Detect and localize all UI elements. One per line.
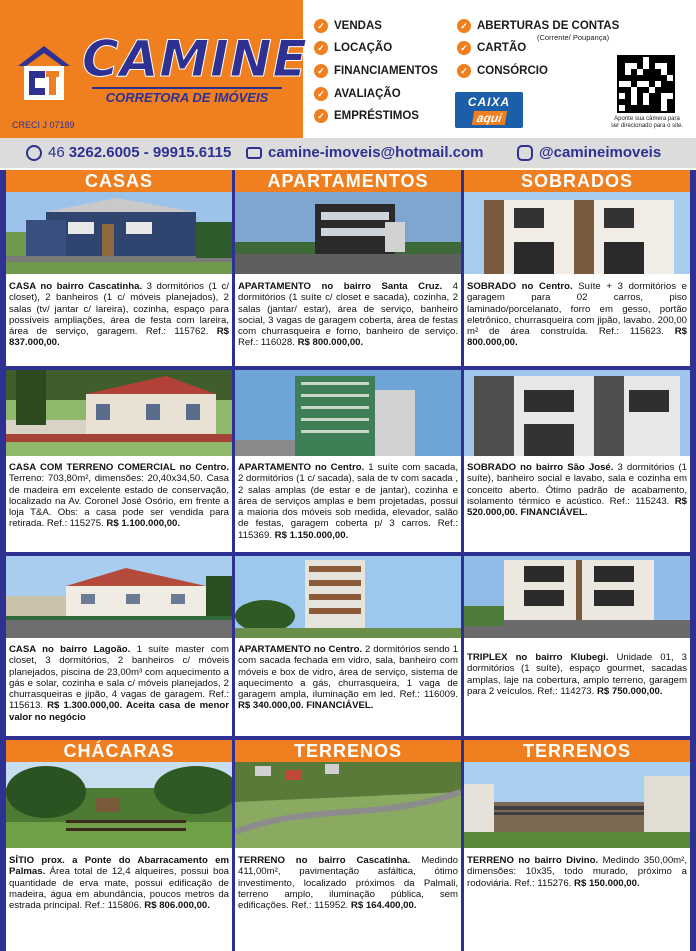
service-item: ✓ EMPRÉSTIMOS — [314, 109, 419, 123]
listing-card[interactable] — [235, 556, 461, 736]
caixa-aqui-logo: CAIXA aqui — [455, 92, 523, 128]
header — [0, 0, 696, 138]
check-icon: ✓ — [457, 64, 471, 78]
listing-text: CASA no bairro Cascatinha. 3 dormitórios (1 c/ closet), 2 banheiros (1 c/ móveis planejados), 2 salas (tv/ jantar c/ lareira), cozinha, espaço para possíveis ampliações, área de festa com lareira, área de serviço, garagem. Ref.: 115762. R$ 837.000,00. — [9, 281, 229, 349]
email-contact[interactable]: camine-imoveis@hotmail.com — [246, 144, 484, 161]
listing-text: CASA no bairro Lagoão. 1 suíte master com closet, 3 dormitórios, 2 banheiros c/ móveis planejados, piscina de 23,00m³ com aquecimento a gás e solar, cozinha e sala c/ móveis planejados, 2 churrasqueiras e jipão, 4 vagas de garagem. Ref.: 115613. R$ 1.300.000,00. Aceita casa de menor valor no negócio — [9, 644, 229, 723]
apartment-photo — [235, 556, 461, 638]
service-item: ✓ LOCAÇÃO — [314, 41, 392, 55]
listing-text: SOBRADO no bairro São José. 3 dormitórios (1 suíte), banheiro social e lavabo, sala e cozinha em conceito aberto. Ótimo padrão de acabamento, isolamento térmico e acústico. Ref.: 115243. R$ 520.000,00. FINANCIÁVEL. — [467, 462, 687, 519]
listing-card[interactable] — [235, 370, 461, 552]
listing-card[interactable] — [6, 370, 232, 552]
listing-card[interactable] — [6, 556, 232, 736]
house-photo — [6, 556, 232, 638]
house-photo — [6, 192, 232, 274]
section-heading: CHÁCARAS — [6, 740, 232, 762]
qr-code[interactable] — [617, 55, 675, 113]
check-icon: ✓ — [314, 19, 328, 33]
column-townhouses — [464, 170, 690, 951]
check-icon: ✓ — [457, 19, 471, 33]
service-item: ✓ CARTÃO — [457, 41, 526, 55]
whatsapp-icon — [26, 145, 42, 161]
brand-name: CAMINE — [82, 30, 308, 88]
house-photo — [6, 370, 232, 456]
listings-grid — [0, 170, 696, 951]
listing-card[interactable] — [464, 370, 690, 552]
listing-card[interactable] — [235, 192, 461, 366]
land-photo — [235, 762, 461, 848]
brand-panel — [0, 0, 308, 138]
service-item: ✓ ABERTURAS DE CONTAS — [457, 19, 619, 33]
section-heading: TERRENOS — [235, 740, 461, 762]
section-heading: CASAS — [6, 170, 232, 192]
listing-text: TERRENO no bairro Divino. Medindo 350,00m², dimensões: 10x35, todo murado, próximo a rodoviária. Ref.: 115276. R$ 150.000,00. — [467, 855, 688, 889]
townhouse-photo — [464, 192, 690, 274]
brand-subtitle: CORRETORA DE IMÓVEIS — [92, 87, 282, 105]
contact-bar — [0, 138, 696, 168]
listing-card[interactable] — [235, 762, 461, 951]
mail-icon — [246, 147, 262, 159]
service-item: ✓ AVALIAÇÃO — [314, 87, 401, 101]
creci-number: CRECI J 07189 — [12, 120, 75, 130]
accounts-note: (Corrente/ Poupança) — [537, 33, 610, 42]
listing-text: SÍTIO prox. a Ponte do Abarracamento em Palmas. Área total de 12,4 alqueires, possui boa quantidade de erva mate, possui edificação de madeira, água em abundância, poucos metros da estrada principal. Ref.: 115806. R$ 806.000,00. — [9, 855, 229, 912]
apartment-photo — [235, 192, 461, 274]
listing-text: APARTAMENTO no Centro. 1 suíte com sacada, 2 dormitórios (1 c/ sacada), sala de tv com sacada , 2 salas amplas (de estar e de jantar), cozinha e área de serviços amplas e bem projetadas, possui a maioria dos móveis sob medida, elevador, salão de festas, garagem coberta p/ 3 carros. Ref.: 115369. R$ 1.150.000,00. — [238, 462, 458, 541]
phone-contact[interactable]: 46 3262.6005 - 99915.6115 — [26, 144, 231, 161]
townhouse-photo — [464, 556, 690, 638]
service-item: ✓ CONSÓRCIO — [457, 64, 548, 78]
listing-card[interactable] — [6, 192, 232, 366]
check-icon: ✓ — [314, 64, 328, 78]
qr-caption: Aponte sua câmera para ser direcionado para o site. — [610, 116, 684, 129]
check-icon: ✓ — [314, 109, 328, 123]
townhouse-photo — [464, 370, 690, 456]
listing-text: TRIPLEX no bairro Klubegi. Unidade 01, 3 dormitórios (1 suíte), espaço gourmet, sacadas amplas, laje na cobertura, amplo terreno, garagem para 2 veículos. Ref.: 114273. R$ 750.000,00. — [467, 652, 687, 697]
listing-text: SOBRADO no Centro. Suíte + 3 dormitórios e garagem para 02 carros, piso laminado/porcelanato, forro em gesso, portão eletrônico, churrasqueira com jipão, lavabo. 200,00 m² de área construída. Ref.: 115623. R$ 800.000,00. — [467, 281, 688, 349]
listing-card[interactable] — [464, 192, 690, 366]
listing-card[interactable] — [464, 556, 690, 736]
house-logo-icon — [16, 44, 72, 102]
section-heading: APARTAMENTOS — [235, 170, 461, 192]
check-icon: ✓ — [314, 41, 328, 55]
listing-card[interactable] — [6, 762, 232, 951]
listing-text: TERRENO no bairro Cascatinha. Medindo 411,00m², pavimentação asfáltica, ótimo investimento, localizado próximos da Palmali, terreno amplo, iluminação pública, sem edificações. Ref.: 115952. R$ 164.400,00. — [238, 855, 458, 912]
farm-photo — [6, 762, 232, 848]
section-heading: SOBRADOS — [464, 170, 690, 192]
check-icon: ✓ — [314, 87, 328, 101]
listing-text: APARTAMENTO no Centro. 2 dormitórios sendo 1 com sacada fechada em vidro, sala, banheiro com móveis e box de vidro, área de serviço, sistema de aquecimento a gás, churrasqueira, 1 vaga de garagem ampla, iluminação em led. Ref.: 116009. R$ 340.000,00. FINANCIÁVEL. — [238, 644, 458, 712]
service-item: ✓ FINANCIAMENTOS — [314, 64, 438, 78]
listing-text: APARTAMENTO no bairro Santa Cruz. 4 dormitórios (1 suíte c/ closet e sacada), cozinha, 2 salas (jantar/ estar), área de serviço, banheiro social, 3 vagas de garagem coberta, área de festas com churrasqueira e forno, banheiro de serviço. Ref.: 116028. R$ 800.000,00. — [238, 281, 458, 349]
apartment-photo — [235, 370, 461, 456]
qr-module — [667, 105, 673, 111]
service-item: ✓ VENDAS — [314, 19, 382, 33]
column-apartments — [235, 170, 461, 951]
section-heading: TERRENOS — [464, 740, 690, 762]
instagram-contact[interactable]: @camineimoveis — [517, 144, 661, 161]
check-icon: ✓ — [457, 41, 471, 55]
land-photo — [464, 762, 690, 848]
instagram-icon — [517, 145, 533, 161]
listing-card[interactable] — [464, 762, 690, 951]
listing-text: CASA COM TERRENO COMERCIAL no Centro. Terreno: 703,80m², dimensões: 20,40x34,50. Casa de madeira em excelente estado de conservação, localizado na Av. Coronel José Osório, em frente a loja T&A. Obs: a casa pode ser vendida para retirada. Ref.: 115275. R$ 1.100.000,00. — [9, 462, 229, 530]
column-houses — [6, 170, 232, 951]
